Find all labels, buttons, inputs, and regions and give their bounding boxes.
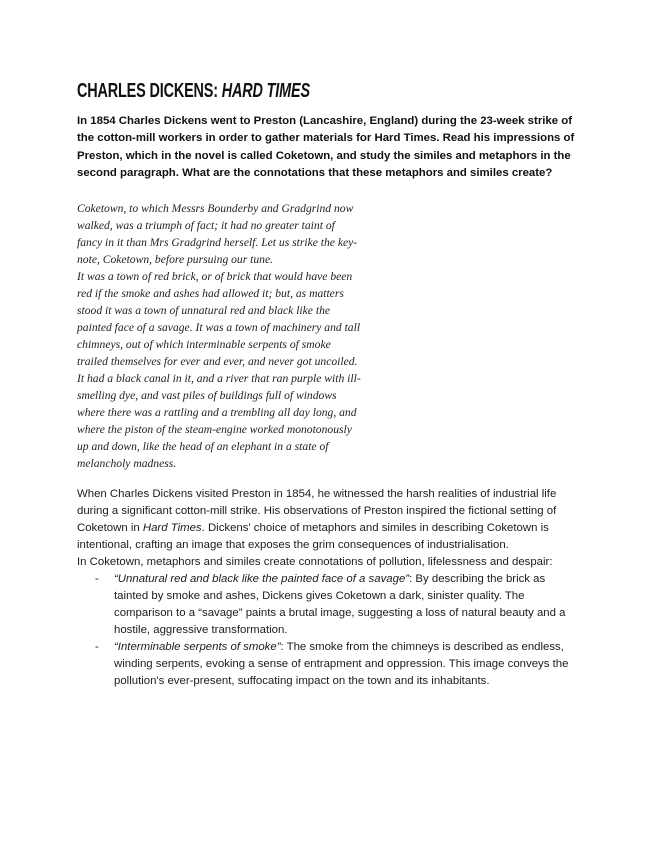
analysis-p1-before: When Charles Dickens visited Preston in 1854, he witnessed the harsh realities of industrial life during a significant cotton-mill strike. His observations of Preston inspired the fictional setting of Coketown in [77,487,557,534]
excerpt-paragraph-2: It was a town of red brick, or of brick that would have been red if the smoke and ashes had allowed it; but, as matters stood it was a town of unnatural red and black like the painted face of a savage. It was a town of machinery and tall chimneys, out of which interminable serpents of smoke trailed themselves for ever and ever, and never got uncoiled. It had a black canal in it, and a river that ran purple with ill-smelling dye, and vast piles of buildings full of windows where there was a rattling and a trembling all day long, and where the piston of the steam-engine worked monotonously up and down, like the head of an elephant in a state of melancholy madness. [77,269,361,470]
analysis-paragraph-1 [77,486,582,554]
list-item [77,571,582,639]
analysis-paragraph-2: In Coketown, metaphors and similes create connotations of pollution, lifelessness and despair: [77,555,553,568]
page-title [77,78,441,104]
excerpt-paragraph-1: Coketown, to which Messrs Bounderby and Gradgrind now walked, was a triumph of fact; it had no greater taint of fancy in it than Mrs Gradgrind herself. Let us strike the key-note, Coketown, before pursuing our tune. [77,201,358,266]
document-page [77,78,582,690]
analysis-section [77,486,582,690]
title-italic: HARD TIMES [221,80,310,102]
novel-excerpt [77,200,362,472]
bullet-dash: - [95,572,99,585]
bullet-quote: “Interminable serpents of smoke” [114,640,281,653]
intro-paragraph: In 1854 Charles Dickens went to Preston (Lancashire, England) during the 23-week strike of the cotton-mill workers in order to gather materials for Hard Times. Read his impressions of Preston, which in the novel is called Coketown, and study the similes and metaphors in the second paragraph. What are the connotations that these metaphors and similes create? [77,115,575,180]
bullet-dash: - [95,640,99,653]
title-plain: CHARLES DICKENS: [77,80,222,102]
analysis-p1-after: . Dickens' choice of metaphors and similes in describing Coketown is intentional, crafting an image that exposes the grim consequences of industrialisation. [77,521,549,551]
analysis-p1-italic: Hard Times [142,521,202,534]
bullet-quote: “Unnatural red and black like the painted face of a savage” [114,572,410,585]
analysis-bullet-list [77,571,582,690]
bullet-text: : By describing the brick as tainted by smoke and ashes, Dickens gives Coketown a dark, sinister quality. The comparison to a “savage” paints a brutal image, suggesting a loss of natural beauty and a hostile, aggressive transformation. [114,572,566,636]
bullet-text: : The smoke from the chimneys is described as endless, winding serpents, evoking a sense of entrapment and oppression. This image conveys the pollution's ever-present, suffocating impact on the town and its inhabitants. [114,640,569,687]
list-item [77,639,582,690]
